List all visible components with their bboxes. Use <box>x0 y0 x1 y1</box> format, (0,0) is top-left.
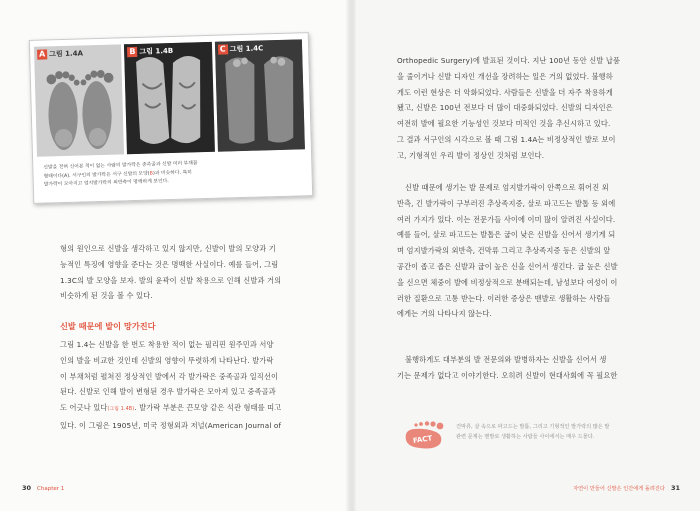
photo-barefoot-feet <box>34 44 124 156</box>
caption-highlight: B <box>149 171 154 177</box>
text-line: 있다. 이 그림은 1905년, 미국 정형외과 저널(American Journal of <box>60 420 282 430</box>
figure-photos <box>34 39 305 156</box>
text-line: 능적인 특징에 영향을 준다는 것은 명백한 사실이다. 예를 들어, 그림 <box>60 259 279 269</box>
text-line: 인의 발을 비교한 것인데 신발의 영향이 뚜렷하게 나타난다. 발가락 <box>60 355 274 365</box>
text-segment: 도 어긋나 있다 <box>60 403 108 413</box>
text-line: 을 신으면 체중이 발에 비정상적으로 분배되는데, 남성보다 여성이 이 <box>397 277 618 287</box>
text-line: 그림 1.4는 신발을 한 번도 착용한 적이 없는 필리핀 원주민과 서양 <box>60 340 274 349</box>
text-line: Orthopedic Surgery)에 발표된 것이다. 지난 100년 동안 신발 납품 <box>397 56 621 65</box>
caption-text: )과 비슷하다. 특히 <box>152 170 192 177</box>
text-line: 며 엄지발가락의 외반측, 건막류 그리고 추상족지증 등은 신발의 앞 <box>397 246 611 256</box>
shod-feet-illustration <box>124 42 214 154</box>
shoe-shaped-feet-illustration <box>215 39 305 151</box>
text-line: 여러 가지가 있다. 이는 전문가들 사이에 이미 많이 알려진 사실이다. <box>397 214 616 224</box>
text-line: 반측, 긴 발가락이 구부러진 추상족지증, 살로 파고드는 발톱 등 외에 <box>397 198 616 208</box>
text-line: 고, 기형적인 우리 발이 정상인 것처럼 보인다. <box>397 150 545 160</box>
text-line: 형의 원인으로 신발을 생각하고 있지 않지만, 신발이 발의 모양과 기 <box>60 244 276 253</box>
photo-b-caption: 그림 1.4B <box>139 46 174 56</box>
figure-reference: (그림 1.4B) <box>107 407 135 413</box>
right-paragraph-1 <box>397 53 659 164</box>
callout-line: 건막류, 살 속으로 파고드는 발톱, 그리고 기형적인 발가락의 많은 발 <box>456 424 610 430</box>
caption-line: 발가락이 모아지고 엄지발가락의 외반측이 명백하게 보인다. <box>43 179 169 188</box>
text-line: 예를 들어, 살로 파고드는 발톱은 굽이 낮은 신발을 신어서 생기게 되 <box>397 230 616 240</box>
photo-a-caption: 그림 1.4A <box>49 49 84 59</box>
text-line: 게도 이런 현상은 더 악화되었다. 사람들은 신발을 더 자주 착용하게 <box>397 87 613 97</box>
fact-callout <box>400 420 682 450</box>
fact-icon-label: FACT <box>412 434 433 445</box>
photo-shoe-shaped-feet <box>215 39 305 151</box>
right-paragraph-3 <box>397 352 659 384</box>
text-line: 공간이 좁고 좁은 신발과 굽이 높은 신을 신어서 생긴다. 굽 높은 신발 <box>397 261 618 271</box>
text-segment: . 발가락 부분은 끈모양 같은 석관 형태를 띠고 <box>134 403 282 413</box>
text-line: 불행하게도 대부분의 발 전문의와 발병하자는 신발을 신어서 생 <box>405 355 607 364</box>
photo-c-caption: 그림 1.4C <box>229 44 264 54</box>
photo-shod-feet <box>124 42 214 154</box>
photo-b-letter: B <box>129 46 136 57</box>
text-line: 1.3C의 발 모양을 보자. 발의 윤곽이 신발 착용으로 인해 신발과 거의 <box>60 275 282 285</box>
text-line: 그 결과 서구인의 시각으로 볼 때 그림 1.4A는 비정상적인 발로 보이 <box>397 134 616 144</box>
left-paragraph-1 <box>60 241 322 304</box>
text-line: 이 부채처럼 펼쳐진 정상적인 발에서 각 발가락은 중족골과 일직선이 <box>60 371 279 381</box>
photo-c-letter: C <box>218 44 228 54</box>
callout-line: 관련 문제는 맨발로 생활하는 사람들 사이에서는 매우 드물다. <box>456 434 595 440</box>
page-number-right: 31 <box>670 484 680 492</box>
photo-b-label <box>127 46 173 57</box>
callout-text <box>456 422 682 442</box>
text-line: 을 줄이거나 신발 디자인 개선을 장려하는 일은 거의 없었다. 불행하 <box>397 71 613 81</box>
text-line: 된다. 신발로 인해 발이 변형된 경우 발가락은 모아져 있고 중족골과 <box>60 387 276 397</box>
text-line: 에게는 거의 나타나지 않는다. <box>397 309 492 319</box>
text-line: 비슷하게 된 것을 볼 수 있다. <box>60 291 153 301</box>
book-gutter <box>346 0 356 511</box>
figure-caption <box>43 157 299 190</box>
photo-c-label <box>218 43 264 54</box>
text-line <box>60 400 322 418</box>
photo-a-label <box>37 48 83 59</box>
right-page-footer <box>573 484 680 492</box>
caption-text: 형태이다(A). 서구인의 발가락은 서구 신발의 모양( <box>43 171 150 180</box>
left-page-footer <box>22 484 64 492</box>
barefoot-feet-illustration <box>34 44 124 156</box>
text-line: 러한 질환으로 고통 받는다. 이러한 증상은 맨발로 생활하는 사람들 <box>397 293 611 303</box>
left-paragraph-2 <box>60 337 322 434</box>
text-line: 됐고, 신발은 100년 전보다 더 많이 대중화되었다. 신발의 디자인은 <box>397 103 613 113</box>
text-line: 여전히 발에 필요한 기능성인 것보다 미적인 것을 추신시하고 있다. <box>397 119 611 129</box>
page-number-left: 30 <box>22 484 32 492</box>
running-title-left: Chapter 1 <box>37 486 65 492</box>
figure-card <box>29 32 313 204</box>
caption-line: 신발을 전혀 신어본 적이 없는 사람의 발가락은 중족골과 신발 미러 부채꼴 <box>43 161 198 171</box>
running-title-right: 자연이 만들어 신발은 인간에게 돌려진다 <box>573 486 665 492</box>
text-line: 기는 문제가 없다고 이야기한다. 오히려 신발이 현대사회에 꼭 필요한 <box>397 370 618 380</box>
section-subheading: 신발 때문에 발이 망가진다 <box>60 321 156 331</box>
text-line: 신발 때문에 생기는 발 문제로 엄지발가락이 안쪽으로 휘어진 외 <box>405 183 609 192</box>
footprint-fact-icon <box>400 420 448 450</box>
right-paragraph-2 <box>397 180 659 322</box>
photo-a-letter: A <box>38 49 46 59</box>
